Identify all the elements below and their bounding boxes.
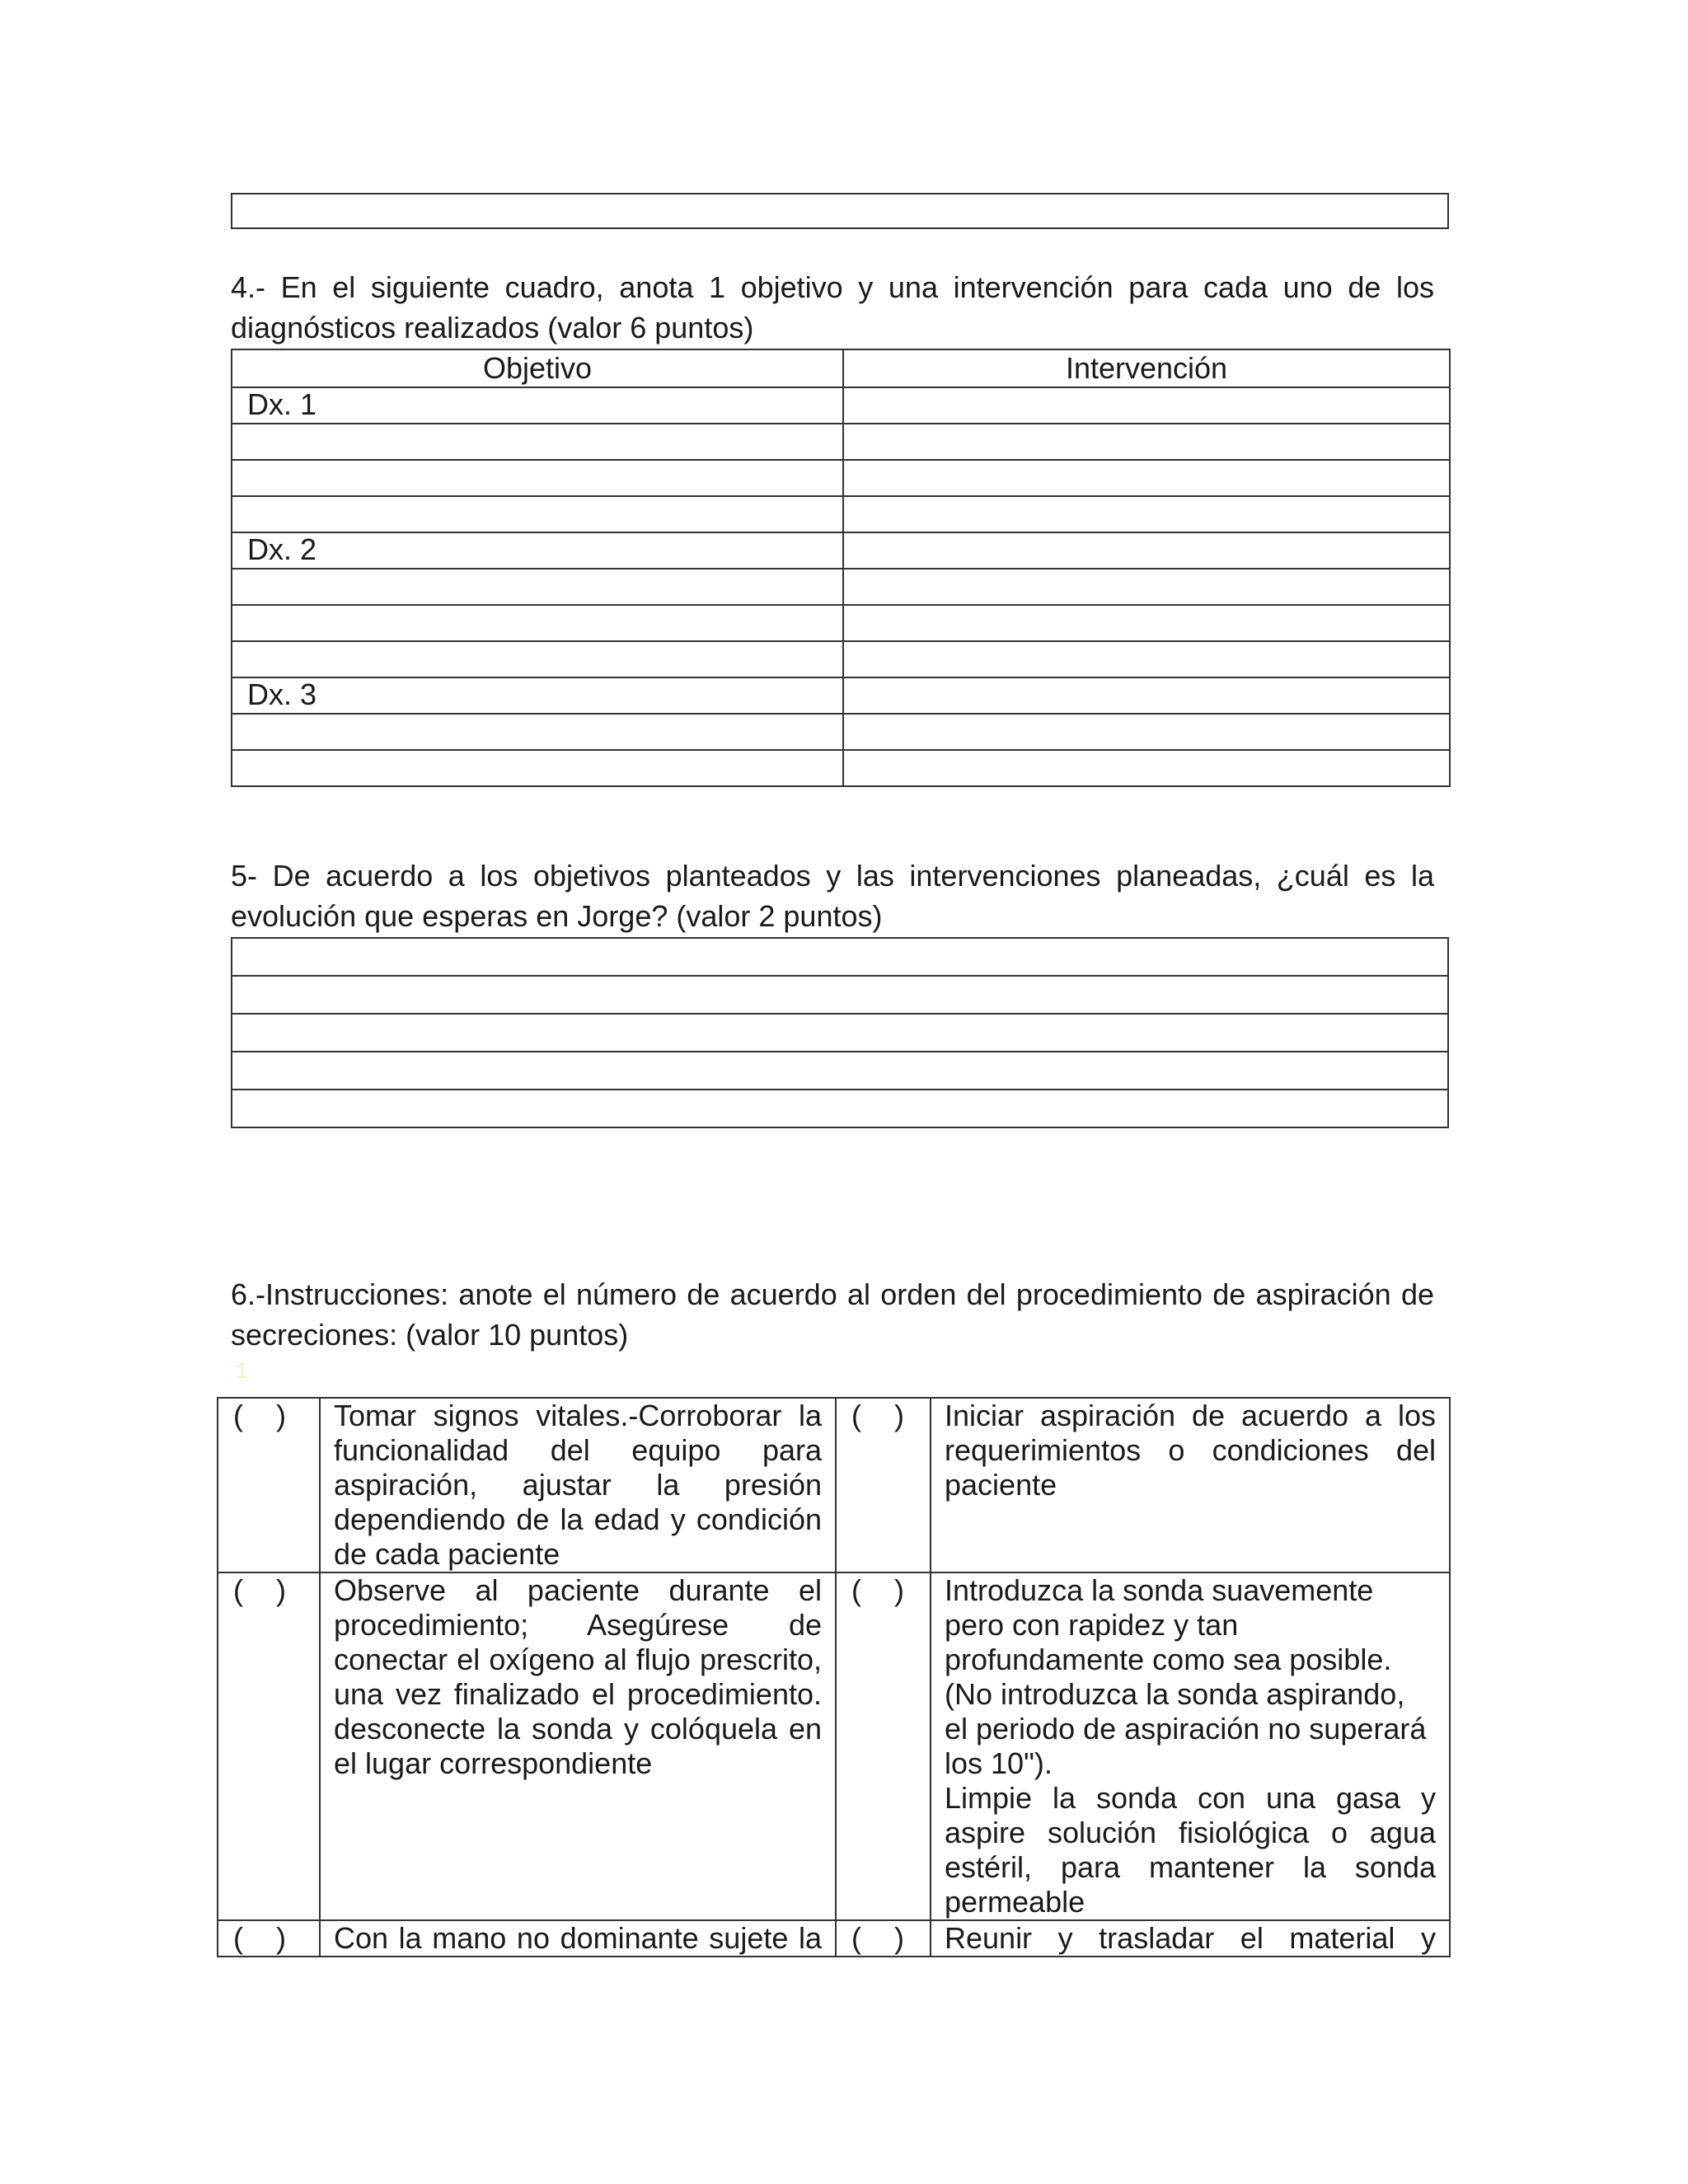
intervention-cell[interactable] <box>843 677 1450 714</box>
procedure-step <box>931 1572 1450 1920</box>
question-4-table <box>231 349 1451 787</box>
procedure-step-line: el periodo de aspiración no superará <box>945 1712 1427 1746</box>
objective-cell[interactable] <box>232 569 843 605</box>
intervention-cell[interactable] <box>843 460 1450 496</box>
order-input[interactable]: ( ) <box>836 1398 931 1572</box>
procedure-step-line: Introduzca la sonda suavemente <box>945 1573 1374 1607</box>
question-4-text: 4.- En el siguiente cuadro, anota 1 objetivo y una intervención para cada uno de los diagnósticos realizados (valor 6 puntos) <box>231 270 1434 344</box>
intervention-cell[interactable] <box>843 387 1450 424</box>
procedure-step-extra: Limpie la sonda con una gasa y aspire solución fisiológica o agua estéril, para mantener la sonda permeable <box>945 1781 1436 1919</box>
objective-cell[interactable] <box>232 750 843 786</box>
procedure-step: Tomar signos vitales.-Corroborar la funcionalidad del equipo para aspiración, ajustar la presión dependiendo de la edad y condición de cada paciente <box>320 1398 836 1572</box>
answer-line[interactable] <box>232 1014 1448 1052</box>
order-input[interactable]: ( ) <box>218 1920 320 1957</box>
list-marker: 1 <box>236 1358 248 1383</box>
objective-cell[interactable] <box>232 605 843 641</box>
procedure-step: Iniciar aspiración de acuerdo a los requerimientos o condiciones del paciente <box>931 1398 1450 1572</box>
objective-cell[interactable] <box>232 714 843 750</box>
intervention-cell[interactable] <box>843 641 1450 677</box>
order-input[interactable]: ( ) <box>218 1398 320 1572</box>
procedure-step-line: pero con rapidez y tan <box>945 1608 1239 1642</box>
intervention-cell[interactable] <box>843 714 1450 750</box>
procedure-step-line: (No introduzca la sonda aspirando, <box>945 1677 1405 1711</box>
objective-cell[interactable]: Dx. 1 <box>232 387 843 424</box>
previous-answer-box[interactable] <box>231 193 1449 229</box>
objective-cell[interactable] <box>232 496 843 532</box>
intervention-cell[interactable] <box>843 496 1450 532</box>
answer-line[interactable] <box>232 976 1448 1014</box>
procedure-order-table <box>217 1397 1451 1957</box>
intervention-cell[interactable] <box>843 569 1450 605</box>
question-6-text: 6.-Instrucciones: anote el número de acuerdo al orden del procedimiento de aspiración de secreciones: (valor 10 puntos) <box>231 1277 1434 1352</box>
procedure-step: Reunir y trasladar el material y <box>931 1920 1450 1957</box>
order-input[interactable]: ( ) <box>218 1572 320 1920</box>
order-input[interactable]: ( ) <box>836 1920 931 1957</box>
order-input[interactable]: ( ) <box>836 1572 931 1920</box>
objective-cell[interactable] <box>232 460 843 496</box>
answer-line[interactable] <box>232 1052 1448 1090</box>
question-5-answer-table <box>231 937 1449 1128</box>
procedure-step: Con la mano no dominante sujete la <box>320 1920 836 1957</box>
answer-line[interactable] <box>232 938 1448 976</box>
intervention-cell[interactable] <box>843 424 1450 460</box>
objective-cell[interactable]: Dx. 2 <box>232 532 843 569</box>
objective-header: Objetivo <box>232 349 843 387</box>
intervention-cell[interactable] <box>843 605 1450 641</box>
procedure-step-line: los 10"). <box>945 1746 1053 1780</box>
intervention-cell[interactable] <box>843 750 1450 786</box>
answer-line[interactable] <box>232 1090 1448 1127</box>
objective-cell[interactable]: Dx. 3 <box>232 677 843 714</box>
objective-cell[interactable] <box>232 424 843 460</box>
procedure-step: Observe al paciente durante el procedimiento; Asegúrese de conectar el oxígeno al flujo prescrito, una vez finalizado el procedimiento. desconecte la sonda y colóquela en el lugar correspondiente <box>320 1572 836 1920</box>
procedure-step-line: profundamente como sea posible. <box>945 1643 1392 1676</box>
intervention-cell[interactable] <box>843 532 1450 569</box>
intervention-header: Intervención <box>843 349 1450 387</box>
objective-cell[interactable] <box>232 641 843 677</box>
question-5-text: 5- De acuerdo a los objetivos planteados y las intervenciones planeadas, ¿cuál es la evolución que esperas en Jorge? (valor 2 puntos) <box>231 859 1434 933</box>
